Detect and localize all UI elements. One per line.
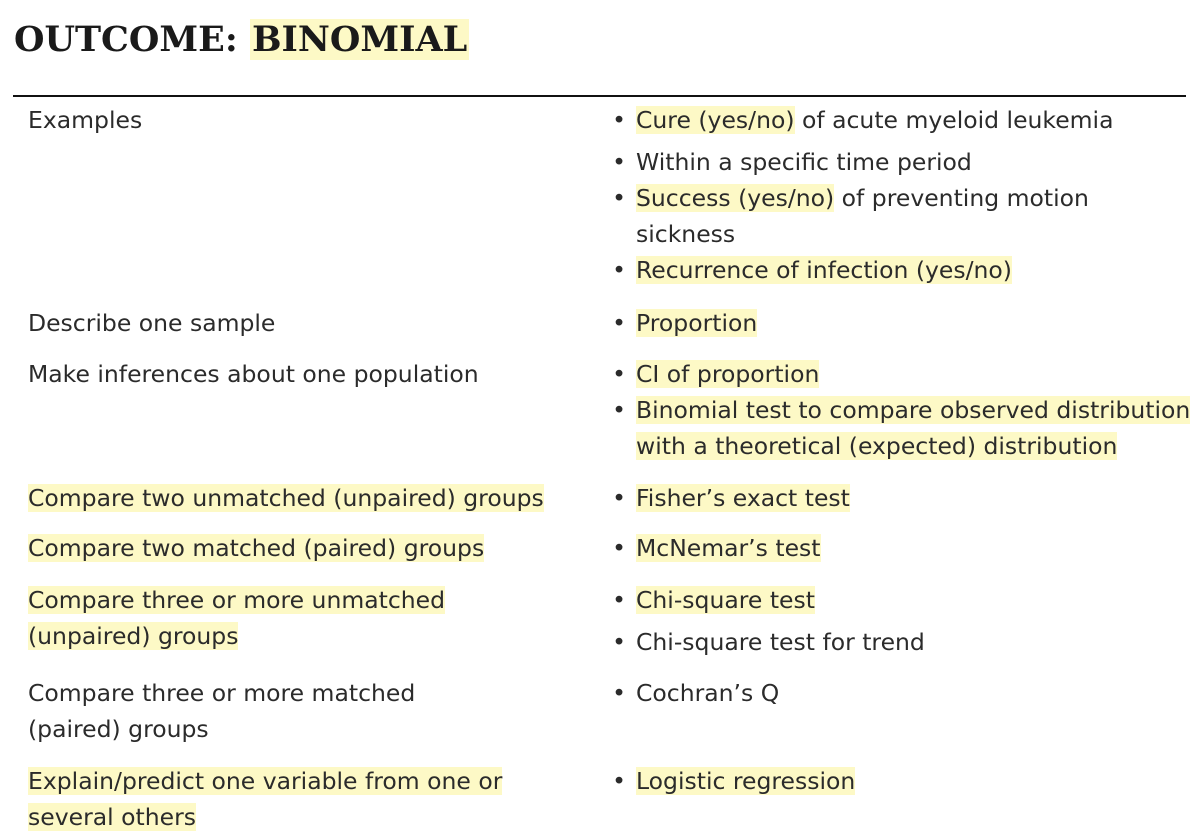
- list-item: • Chi-square test: [612, 586, 815, 614]
- row-items: [612, 582, 1192, 660]
- highlighted-text: Chi-square test: [636, 586, 815, 614]
- highlighted-text: Success (yes/no): [636, 184, 835, 212]
- page-title: [14, 14, 469, 66]
- highlighted-text: Explain/predict one variable from one or several others: [28, 767, 503, 831]
- list-item: • Proportion: [612, 309, 758, 337]
- row-items: [612, 763, 1192, 799]
- row-items: [612, 530, 1192, 566]
- row-items: [612, 305, 1192, 341]
- row-items: [612, 356, 1192, 464]
- row-items: [612, 480, 1192, 516]
- highlighted-text: Compare two unmatched (unpaired) groups: [28, 484, 544, 512]
- list-item: • CI of proportion: [612, 360, 820, 388]
- plain-text: Within a specific time period: [636, 148, 972, 176]
- highlighted-text: McNemar’s test: [636, 534, 821, 562]
- title-highlight: BINOMIAL: [251, 19, 468, 60]
- list-item: • Logistic regression: [612, 767, 856, 795]
- row-label: Make inferences about one population: [28, 360, 479, 388]
- list-item: • Cochran’s Q: [612, 679, 780, 707]
- title-prefix: OUTCOME:: [14, 19, 250, 60]
- highlighted-text: Logistic regression: [636, 767, 856, 795]
- plain-text: of acute myeloid leukemia: [794, 106, 1114, 134]
- row-label: [28, 480, 588, 516]
- row-label: Describe one sample: [28, 309, 276, 337]
- list-item: • Fisher’s exact test: [612, 484, 850, 512]
- row-items: [612, 102, 1192, 288]
- highlighted-text: Recurrence of infection (yes/no): [636, 256, 1012, 284]
- highlighted-text: Fisher’s exact test: [636, 484, 850, 512]
- list-item: • Success (yes/no) of preventing motion sickness: [612, 184, 1089, 248]
- plain-text: Chi-square test for trend: [636, 628, 925, 656]
- highlighted-text: Cure (yes/no): [636, 106, 795, 134]
- list-item: • Recurrence of infection (yes/no): [612, 256, 1012, 284]
- row-label: [28, 582, 468, 654]
- row-items: [612, 675, 1192, 711]
- plain-text: of preventing motion sickness: [636, 184, 1089, 248]
- list-item: • Binomial test to compare observed distribution with a theoretical (expected) distribution: [612, 396, 1191, 460]
- plain-text: Cochran’s Q: [636, 679, 780, 707]
- row-label: Compare three or more matched (paired) groups: [28, 679, 416, 743]
- row-label: [28, 763, 528, 835]
- list-item: • Within a specific time period: [612, 148, 972, 176]
- highlighted-text: Binomial test to compare observed distribution with a theoretical (expected) distribution: [636, 396, 1191, 460]
- list-item: • Cure (yes/no) of acute myeloid leukemia: [612, 106, 1114, 134]
- highlighted-text: Proportion: [636, 309, 758, 337]
- highlighted-text: Compare three or more unmatched (unpaired) groups: [28, 586, 446, 650]
- highlighted-text: CI of proportion: [636, 360, 820, 388]
- list-item: • Chi-square test for trend: [612, 628, 925, 656]
- row-label: Examples: [28, 106, 143, 134]
- row-label: [28, 530, 588, 566]
- header-rule: [13, 95, 1186, 97]
- highlighted-text: Compare two matched (paired) groups: [28, 534, 485, 562]
- list-item: • McNemar’s test: [612, 534, 821, 562]
